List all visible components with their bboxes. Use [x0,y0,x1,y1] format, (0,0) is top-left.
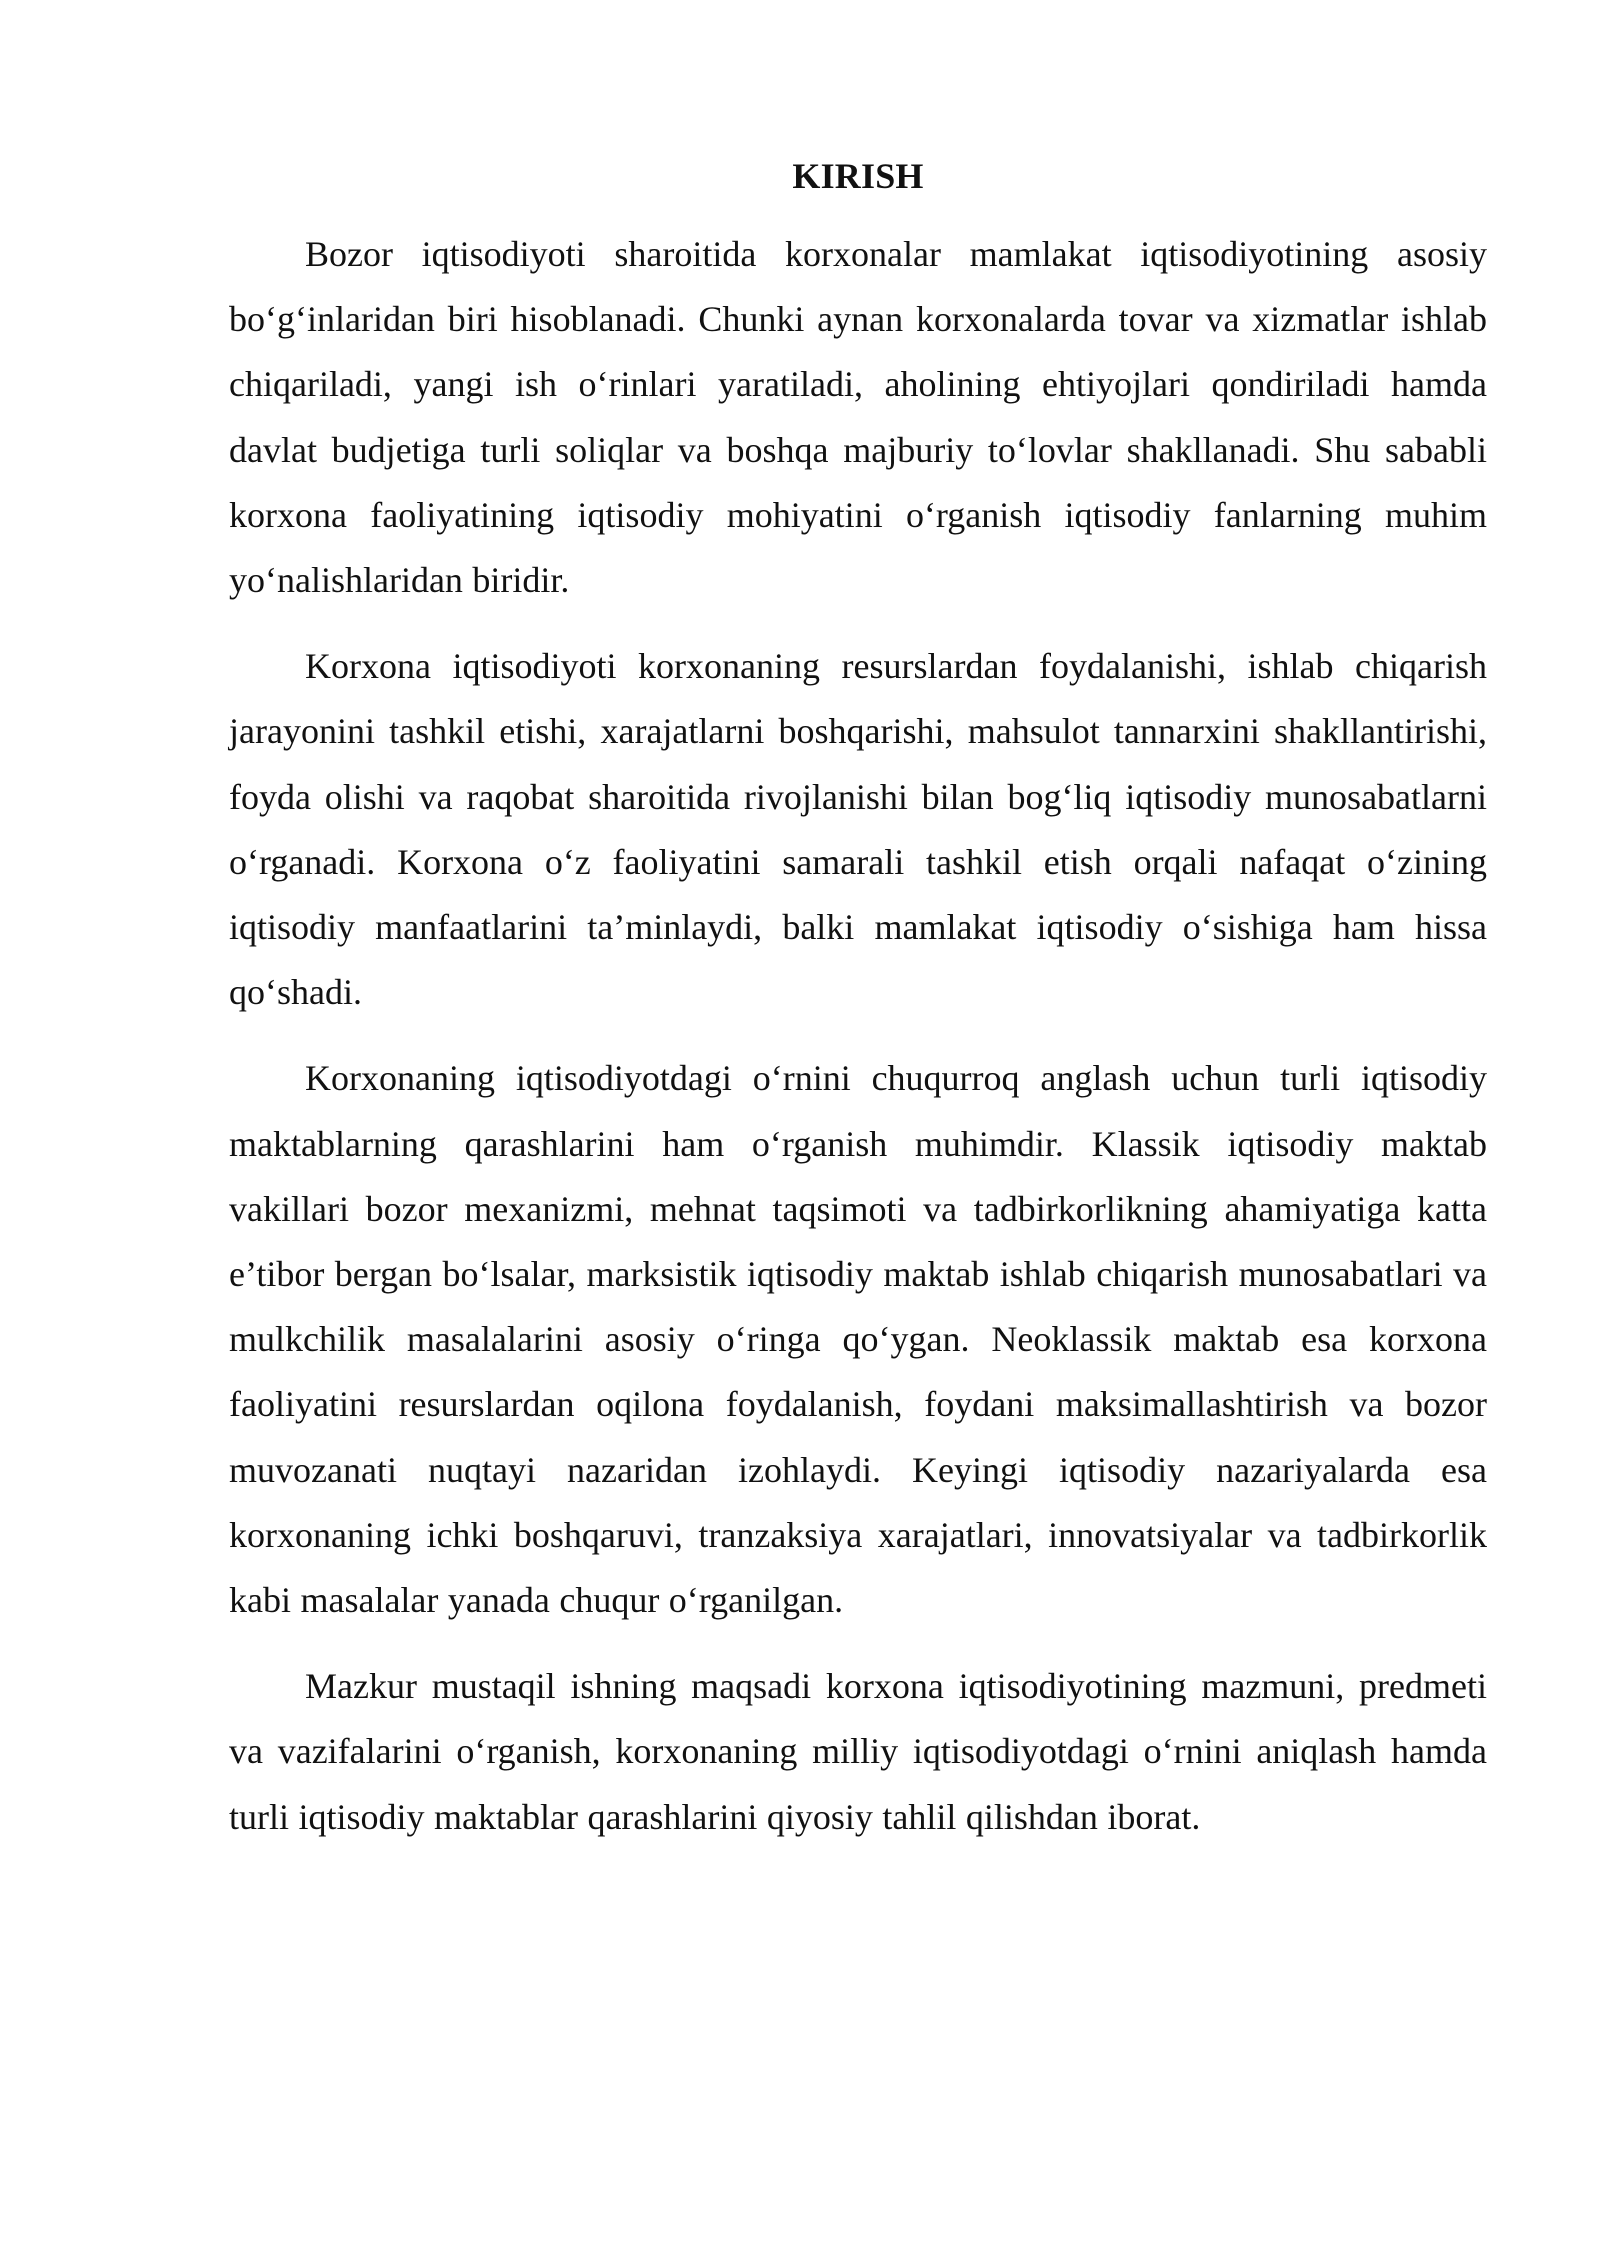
paragraph-2: Korxona iqtisodiyoti korxonaning resurslardan foydalanishi, ishlab chiqarish jarayonini tashkil etishi, xarajatlarni boshqarishi, mahsulot tannarxini shakllantirishi, foyda olishi va raqobat sharoitida rivojlanishi bilan bog‘liq iqtisodiy munosabatlarni o‘rganadi. Korxona o‘z faoliyatini samarali tashkil etish orqali nafaqat o‘zining iqtisodiy manfaatlarini ta’minlaydi, balki mamlakat iqtisodiy o‘sishiga ham hissa qo‘shadi. [229,646,1487,1013]
paragraph-3: Korxonaning iqtisodiyotdagi o‘rnini chuqurroq anglash uchun turli iqtisodiy maktablarning qarashlarini ham o‘rganish muhimdir. Klassik iqtisodiy maktab vakillari bozor mexanizmi, mehnat taqsimoti va tadbirkorlikning ahamiyatiga katta e’tibor bergan bo‘lsalar, marksistik iqtisodiy maktab ishlab chiqarish munosabatlari va mulkchilik masalalarini asosiy o‘ringa qo‘ygan. Neoklassik maktab esa korxona faoliyatini resurslardan oqilona foydalanish, foydani maksimallashtirish va bozor muvozanati nuqtayi nazaridan izohlaydi. Keyingi iqtisodiy nazariyalarda esa korxonaning ichki boshqaruvi, tranzaksiya xarajatlari, innovatsiyalar va tadbirkorlik kabi masalalar yanada chuqur o‘rganilgan. [229,1058,1487,1621]
section-title: KIRISH [792,156,924,196]
document-body [229,150,1487,1871]
paragraph-1: Bozor iqtisodiyoti sharoitida korxonalar mamlakat iqtisodiyotining asosiy bo‘g‘inlaridan biri hisoblanadi. Chunki aynan korxonalarda tovar va xizmatlar ishlab chiqariladi, yangi ish o‘rinlari yaratiladi, aholining ehtiyojlari qondiriladi hamda davlat budjetiga turli soliqlar va boshqa majburiy to‘lovlar shakllanadi. Shu sababli korxona faoliyatining iqtisodiy mohiyatini o‘rganish iqtisodiy fanlarning muhim yo‘nalishlaridan biridir. [229,234,1487,601]
paragraph-4: Mazkur mustaqil ishning maqsadi korxona iqtisodiyotining mazmuni, predmeti va vazifalarini o‘rganish, korxonaning milliy iqtisodiyotdagi o‘rnini aniqlash hamda turli iqtisodiy maktablar qarashlarini qiyosiy tahlil qilishdan iborat. [229,1666,1487,1837]
